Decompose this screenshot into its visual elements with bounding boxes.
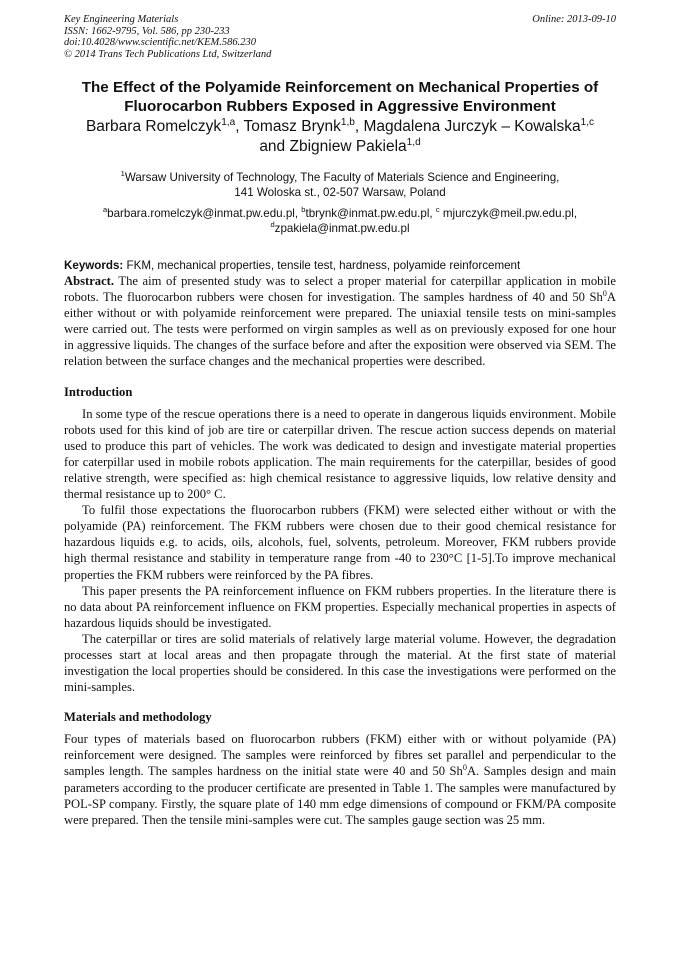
journal-name: Key Engineering Materials	[64, 14, 179, 25]
author-name: Magdalena Jurczyk – Kowalska	[363, 118, 581, 135]
author-affil-mark: 1,c	[580, 116, 595, 128]
paper-page	[64, 14, 616, 828]
paragraph: This paper presents the PA reinforcement influence on FKM rubbers properties. In the literature there is no data about PA reinforcement influence on FKM properties. Especially mechanical properties in aspects of hazardous liquids should be investigated.	[64, 583, 616, 630]
email-link[interactable]: tbrynk@inmat.pw.edu.pl,	[305, 207, 436, 220]
degree-superscript: 0	[462, 763, 467, 773]
author-affil-mark: 1,a	[221, 116, 236, 128]
copyright-line: © 2014 Trans Tech Publications Ltd, Switzerland	[64, 48, 272, 60]
affiliation-mark: 1	[120, 169, 125, 179]
author-name: Zbigniew Pakiela	[289, 138, 407, 155]
paper-title: The Effect of the Polyamide Reinforcement on Mechanical Properties of Fluorocarbon Rubbers Exposed in Aggressive Environment	[81, 79, 599, 115]
affiliation	[64, 170, 616, 200]
email-link[interactable]: zpakiela@inmat.pw.edu.pl	[274, 222, 410, 235]
paragraph: To fulfil those expectations the fluorocarbon rubbers (FKM) were selected either without or with the polyamide (PA) reinforcement. The FKM rubbers were chosen due to their good chemical resistance for hazardous liquids e.g. to acids, oils, alcohols, fuel, solvents, petroleum. Moreover, FKM rubbers provide high thermal resistance and stability in temperature range from -40 to 230°C [1-5].To improve mechanical properties the FKM rubbers were reinforced by the PA fibres.	[64, 503, 616, 582]
author-conjunction: and	[259, 138, 290, 155]
abstract-label: Abstract.	[64, 274, 115, 288]
degree-superscript: 0	[602, 288, 607, 298]
abstract	[64, 273, 616, 370]
author-name: Tomasz Brynk	[243, 118, 341, 135]
author-affil-mark: 1,d	[406, 136, 421, 148]
paragraph: The caterpillar or tires are solid materials of relatively large material volume. However, the degradation processes start at local areas and then propagate through the material. At the first state of material investigation the local properties should be considered. In this case the investigations were performed on the mini-samples.	[64, 631, 616, 695]
paragraph	[64, 731, 616, 828]
email-mark: d	[270, 220, 275, 230]
email-link[interactable]: barbara.romelczyk@inmat.pw.edu.pl,	[107, 207, 302, 220]
keywords-label: Keywords:	[64, 259, 124, 272]
doi-line: doi:10.4028/www.scientific.net/KEM.586.230	[64, 37, 256, 48]
issn-line: ISSN: 1662-9795, Vol. 586, pp 230-233	[64, 25, 230, 37]
section-heading-introduction: Introduction	[64, 384, 133, 399]
author-affil-mark: 1,b	[340, 116, 355, 128]
paragraph-text: A. Samples design and main parameters according to the producer certificate are presented in Table 1. The samples were manufactured by POL-SP company. Firstly, the square plate of 140 mm edge dimensions of compound or FKM/PA composite were prepared. Then the tensile mini-samples were cut. The samples gauge section was 25 mm.	[64, 764, 616, 827]
author-separator: ,	[235, 118, 244, 135]
keywords-text: FKM, mechanical properties, tensile test, hardness, polyamide reinforcement	[123, 259, 521, 272]
affiliation-line-2: 141 Woloska st., 02-507 Warsaw, Poland	[234, 186, 446, 199]
email-mark: a	[102, 205, 108, 215]
affiliation-line-1: Warsaw University of Technology, The Faculty of Materials Science and Engineering,	[124, 171, 560, 184]
email-link[interactable]: mjurczyk@meil.pw.edu.pl,	[439, 207, 578, 220]
author-emails	[64, 206, 616, 236]
paragraph-text: Four types of materials based on fluorocarbon rubbers (FKM) either with or without polyamide (PA) reinforcement were designed. The samples were reinforced by fibres set parallel and perpendicular to the samples length. The samples hardness on the initial state were 40 and 50 Sh	[64, 732, 616, 779]
keywords	[64, 258, 616, 273]
paragraph: In some type of the rescue operations there is a need to operate in dangerous liquids environment. Mobile robots used for this kind of job are tire or caterpillar driven. The rescue action success depends on material used to produce this part of vehicles. The work was dedicated to design and investigate material properties for caterpillar used in mobile robots application. The main requirements for the caterpillar, besides of good relative strength, were specified as: high chemical resistance to aggressive liquids, low relative density and thermal resistance up to 200° C.	[64, 406, 616, 502]
online-date: Online: 2013-09-10	[532, 14, 616, 25]
section-heading-materials: Materials and methodology	[64, 710, 212, 725]
author-name: Barbara Romelczyk	[85, 118, 222, 135]
abstract-text: The aim of presented study was to select a proper material for caterpillar application in mobile robots. The fluorocarbon rubbers were chosen for investigation. The samples hardness of 40 and 50 Sh	[64, 274, 616, 305]
abstract-text: A either without or with polyamide reinforcement were prepared. The uniaxial tensile tests on mini-samples were carried out. The tests were performed on virgin samples as well as on previously exposed for one hour in aggressive liquids. The changes of the surface before and after the exposition were observed via SEM. The relation between the surface changes and the mechanical properties were described.	[64, 290, 616, 369]
author-list	[64, 117, 616, 157]
email-mark: b	[301, 205, 306, 215]
author-separator: ,	[354, 118, 364, 135]
journal-header	[64, 14, 616, 72]
email-mark: c	[435, 205, 440, 215]
